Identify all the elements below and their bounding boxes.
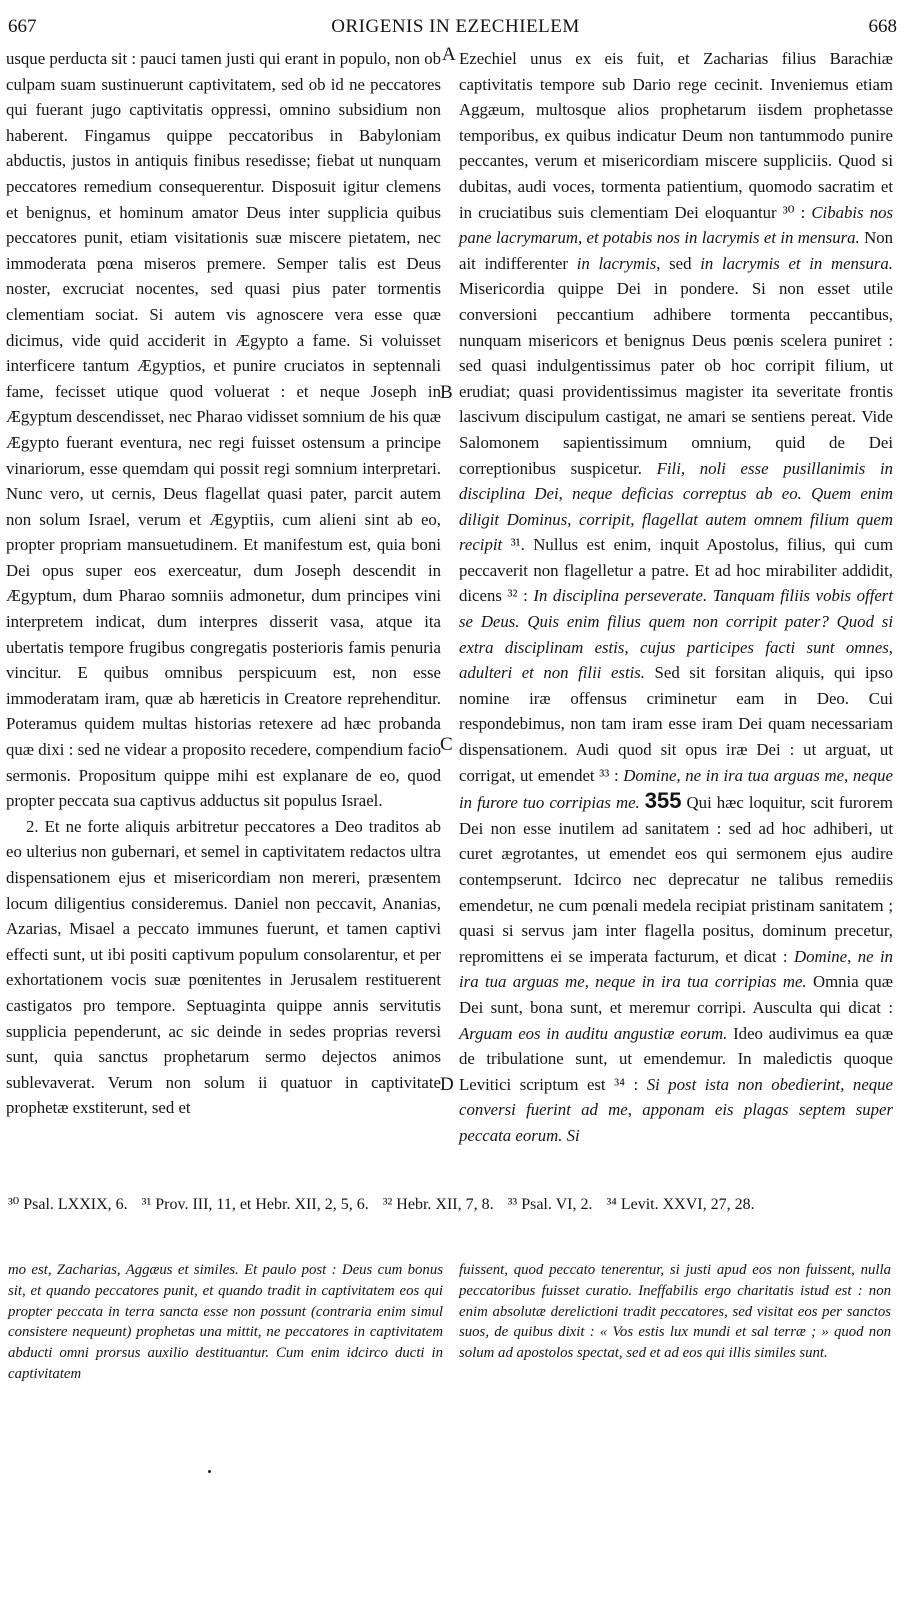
- running-title: ORIGENIS IN EZECHIELEM: [331, 16, 580, 37]
- footnote-33: ³³ Psal. VI, 2.: [507, 1196, 593, 1213]
- left-column: [6, 46, 441, 1118]
- page-number-right: 668: [868, 16, 897, 37]
- text-segment: Ezechiel unus ex eis fuit, et Zacharias filius Barachiæ captivitatis tempore sub Dario rege cecinit. Inveniemus etiam Aggæum, multosque alios prophetarum iisdem prophetasse temporibus, ex quibus indicatur Deum non tantummodo punire peccantes, verum et misericordiam miscere suppliciis. Quod si dubitas, audi voces, tormenta patientium, quomodo sacratim et in cruciatibus suis clementiam Dei eloquantur ³⁰ :: [459, 49, 893, 222]
- right-column: [459, 46, 894, 1145]
- section-marker-a: A: [442, 44, 456, 65]
- scripture-quote: in lacrymis et in mensura.: [700, 253, 893, 273]
- footnote-32: ³² Hebr. XII, 7, 8.: [382, 1196, 494, 1213]
- page-number-left: 667: [8, 16, 37, 37]
- commentary-left: [8, 1260, 443, 1385]
- text-segment: Sed sit forsitan aliquis, qui ipso nomine iræ offensus criminetur eam in Deo. Cui respondebimus, non tam iram esse iram Dei quam necessariam dispensationem. Audi quod sit opus iræ Dei : ut arguat, ut corrigat, ut emendet ³³ :: [459, 663, 893, 785]
- scripture-quote: Domine, ne in ira tua arguas me, neque in furore tuo corripias me.: [459, 765, 893, 813]
- stray-dot: [208, 1470, 211, 1473]
- section-marker-b: B: [440, 382, 453, 403]
- scripture-quote: Domine, ne in ira tua arguas me, neque in ira tua corripias me.: [459, 946, 894, 992]
- commentary-left-text: mo est, Zacharias, Aggæus et similes. Et paulo post : Deus cum bonus sit, et quando peccatores punit, et quando tradit in captivitatem eos qui propter peccata in terra sancta esse non possunt (contraria enim simul consistere nequeunt) prophetas una mittit, ne peccatores in captivitatem abducti omni prorsus auxilio destituantur. Cum enim idcirco ducti in captivitatem: [8, 1262, 443, 1382]
- paragraph-1: usque perducta sit : pauci tamen justi qui erant in populo, non ob culpam suam sustinuerunt captivitatem, sed ob id ne peccatores qui fuerant jugo captivitatis oppressi, omnino subsidium non haberent. Fingamus quippe peccatoribus in Babyloniam abductis, justos in antiquis finibus resedisse; fiebat ut nunquam peccatores remedium consequerentur. Disposuit igitur clemens et benignus, et hominum amator Deus inter supplicia quibus peccatores punit, etiam visitationis suæ miscere pietatem, nec immoderata pœna miseros premere. Semper talis est Deus noster, excruciat nocentes, sed quasi pius pater tormentis clementiam sociat. Si autem vis agnoscere vera esse quæ dicimus, vide quid acciderit in Ægypto a fame. Si voluisset interficere tantum Ægyptios, et punire cruciatos in septennali fame, fecisset utique quod voluerat : et neque Joseph in Ægyptum descendisset, nec Pharao vidisset somnium de his quæ Ægypto fuerant eventura, nec regi fuisset ostensum a principe vinariorum, esse quemdam qui possit regi somnium interpretari. Nunc vero, ut cernis, Deus flagellat quasi pater, parcit autem non solum Israel, verum et Ægyptiis, cum alieni sint ab eo, propter propriam mansuetudinem. Et manifestum est, quia boni Dei opus super eos exerceatur, dum Joseph descendit in Ægyptum, dum Pharao somniis admonetur, dum principes vini interpretem indicat, dum interpres disserit vasa, atque ita ubertatis tempore frugibus congregatis posterioris famis penuria vincitur. E quibus omnibus perspicuum est, non esse immoderatam iram, quæ ab hæreticis in Creatore reprehenditur. Poteramus quidem multas historias retexere ad hæc probanda quæ dixi : sed ne videar a proposito recedere, compendium facio sermonis. Propositum quippe mihi est explanare de eo, quod propter peccata sua captivus adductus sit populus Israel.: [6, 49, 441, 811]
- scripture-quote: in lacrymis,: [576, 253, 661, 273]
- text-segment: Omnia quæ Dei sunt, bona sunt, et meremur corripi. Ausculta qui dicat :: [459, 972, 894, 1017]
- right-column-text: [459, 46, 893, 1149]
- scripture-quote: Fili, noli esse pusillanimis in disciplina Dei, neque deficias correptus ab eo. Quem enim diligit Dominus, corripit, flagellat autem omnem filium quem recipit: [459, 458, 894, 555]
- scripture-quote: Cibabis nos pane lacrymarum, et potabis nos in lacrymis et in mensura.: [459, 202, 893, 248]
- footnote-30: ³⁰ Psal. LXXIX, 6.: [8, 1196, 128, 1213]
- footnote-31: ³¹ Prov. III, 11, et Hebr. XII, 2, 5, 6.: [141, 1196, 369, 1213]
- commentary-right-text: fuissent, quod peccato tenerentur, si justi apud eos non fuissent, nulla peccatoribus fuisset curatio. Ineffabilis ergo charitatis istud est : non enim absolutæ derelictioni tradit peccatores, sed visitat eos per sanctos suos, de quibus dixit : « Vos estis lux mundi et sal terræ ; » quod non solum ad apostolos spectat, sed et ad eos qui illis similes sunt.: [459, 1262, 891, 1362]
- commentary-right: [459, 1260, 891, 1364]
- text-segment: Ideo audivimus ea quæ de tribulatione sunt, ut emendemur. In maledictis quoque Levitici scriptum est ³⁴ :: [459, 1023, 894, 1094]
- footnotes: [8, 1195, 893, 1215]
- footnote-34: ³⁴ Levit. XXVI, 27, 28.: [606, 1196, 755, 1213]
- text-segment: Non ait indifferenter: [459, 228, 893, 273]
- running-header: [0, 10, 911, 38]
- scripture-quote: Arguam eos in auditu angustiæ eorum.: [459, 1023, 728, 1043]
- text-segment: sed: [660, 253, 701, 273]
- scripture-quote: Si post ista non obedierint, neque conversi fuerint ad me, apponam eis plagas septem super peccata eorum. Si: [459, 1074, 893, 1145]
- paragraph-2: 2. Et ne forte aliquis arbitretur peccatores a Deo traditos ab eo ulterius non gubernari, et semel in captivitatem redactos ultra dispensationem ejus et misericordiam non mereri, præsentem locum diligentius consideremus. Daniel non peccavit, Ananias, Azarias, Misael a peccato immunes fuerunt, et tamen captivi effecti sunt, ut ibi positi captivum populum consolarentur, et per exhortationem vocis suæ pœnitentes in Jerusalem restituerent castigatos pro tempore. Septuaginta quippe annis servitutis supplicia pependerunt, ac sic deinde in sedes proprias reversi sunt, quia sanctus prophetarum sermo dejectos animos sublevaverat. Verum non solum ii quatuor in captivitate prophetæ exstiterunt, sed et: [6, 816, 441, 1118]
- text-segment: Qui hæc loquitur, scit furorem Dei non esse inutilem ad sanitatem : sed ad hoc adhiberi, ut curet ægrotantes, ut emendet eos qui sermonem ejus audire contempserunt. Idcirco nec deprecatur ne talibus remediis emendetur, ne cum pœnali medela recipiat pristinam sanitatem ; quasi si servus jam inter flagella positus, dominum precetur, repromittens ei se imperata facturum, et dicat :: [459, 793, 893, 966]
- text-segment: ³¹. Nullus est enim, inquit Apostolus, filius, qui cum peccaverit non flagelletur a patre. Et ad hoc mirabiliter addidit, dicens ³² :: [459, 535, 893, 606]
- text-segment: Misericordia quippe Dei in pondere. Si non esset utile conversioni peccantium adhibere tormenta peccantibus, nunquam misericors et benignus Deus pœnis scelera puniret : sed quasi indulgentissimus pater ob hoc corripit filium, ut erudiat; quasi providentissimus magister ita severitate frontis lascivum discipulum castigat, ne amari se sentiens pereat. Vide Salomonem sapientissimum omnium, quid de Dei correptionibus suspicetur.: [459, 279, 893, 478]
- scripture-quote: In disciplina perseverate. Tanquam filiis vobis offert se Deus. Quis enim filius quem non corripit pater? Quod si extra disciplinam estis, cujus participes facti sunt omnes, adulteri et non filii estis.: [459, 586, 893, 683]
- section-marker-d: D: [440, 1074, 454, 1095]
- column-number: 355: [644, 788, 682, 814]
- section-marker-c: C: [440, 734, 453, 755]
